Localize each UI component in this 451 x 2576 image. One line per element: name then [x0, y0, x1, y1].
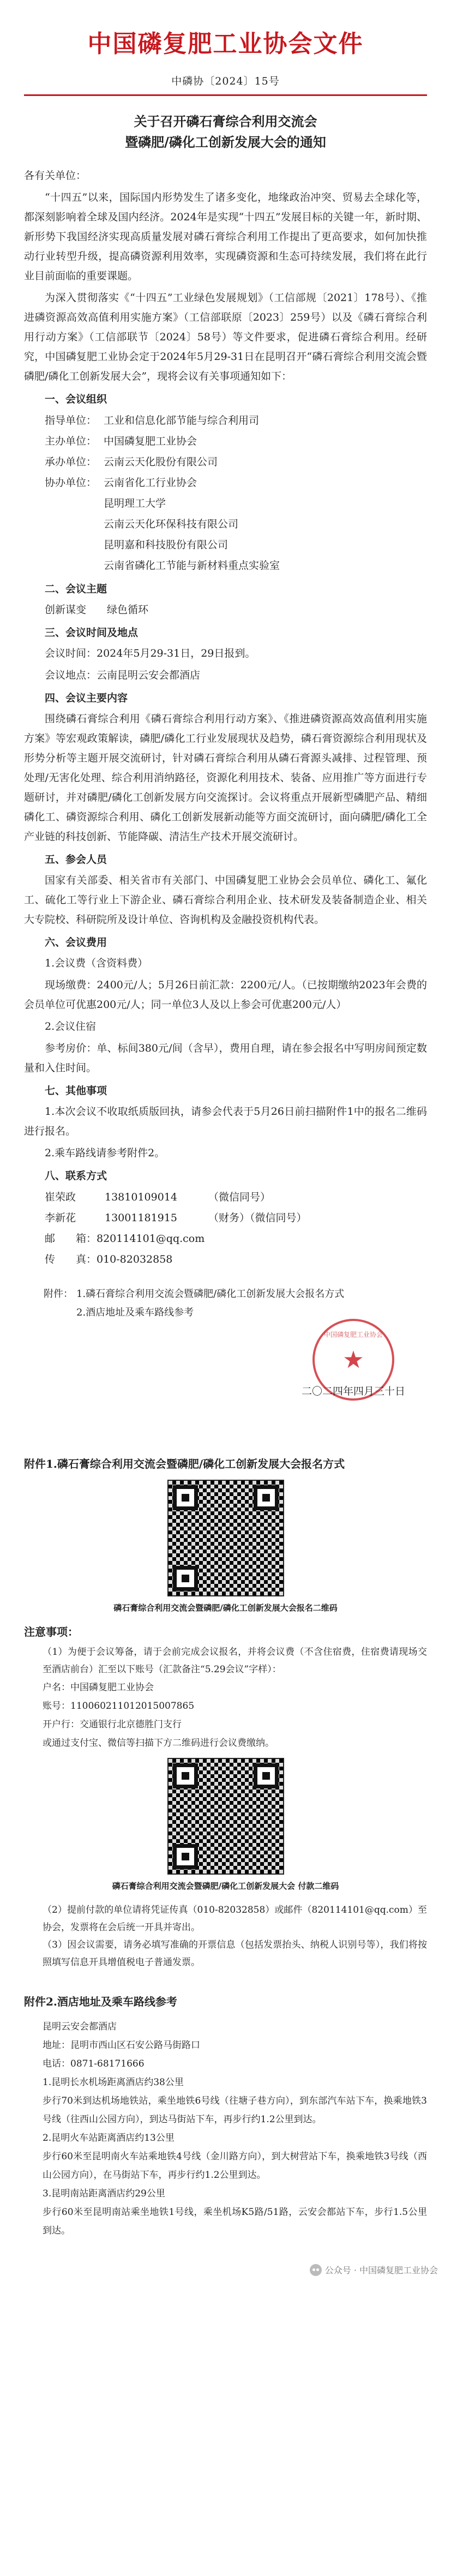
org-row-guide	[24, 410, 427, 431]
annex-1	[24, 1455, 427, 1971]
section-other-title: 七、其他事项	[45, 1085, 107, 1097]
org-value: 工业和信息化部节能与综合利用司	[104, 415, 260, 427]
fee-text: 现场缴费：2400元/人；5月26日前汇款：2200元/人。（已按期缴纳2023年会费的会员单位可优惠200元/人；同一单位3人及以上参会可优惠200元/人）	[24, 979, 427, 1011]
route-south-station-detail: 步行60米至昆明南站乘坐地铁1号线，乘坐机场K5路/51路，云安会都站下车，步行1.5公里到达。	[43, 2207, 427, 2236]
org-value: 中国磷复肥工业协会	[104, 435, 197, 447]
co-organizer-unit: 昆明嘉和科技股份有限公司	[104, 539, 228, 551]
contact-note: （财务）（微信同号）	[208, 1212, 307, 1224]
attachment-item[interactable]: 1.磷石膏综合利用交流会暨磷肥/磷化工创新发展大会报名方式	[76, 1288, 345, 1300]
contact-fax: 传 真：010-82032858	[45, 1253, 173, 1265]
section-organization-title: 一、会议组织	[45, 393, 107, 405]
red-divider	[24, 94, 427, 96]
note-receipt: （2）提前付款的单位请将凭证传真（010-82032858）或邮件（820114101@qq.com）至协会，发票将在会后统一开具并寄出。	[43, 1905, 427, 1933]
hotel-address: 地址：昆明市西山区石安公路马街路口	[43, 2040, 200, 2051]
notice-title	[24, 111, 427, 153]
section-theme-title: 二、会议主题	[45, 583, 107, 595]
co-organizer-unit: 云南云天化环保科技有限公司	[104, 518, 239, 530]
wechat-icon	[310, 2264, 322, 2276]
section-time-place-title: 三、会议时间及地点	[45, 627, 139, 639]
attachment-lead: 附件：	[44, 1288, 73, 1300]
contact-row	[24, 1208, 427, 1228]
contact-name: 崔荣政	[45, 1191, 76, 1203]
notice-body	[24, 166, 427, 1270]
org-value: 云南省化工行业协会	[104, 477, 197, 489]
annex-2	[24, 1993, 427, 2240]
org-row-host	[24, 431, 427, 452]
signature-area	[24, 1330, 427, 1412]
wechat-watermark	[310, 2263, 438, 2276]
notes-title: 注意事项：	[24, 1625, 79, 1638]
other-item-registration: 1.本次会议不收取纸质版回执，请参会代表于5月26日前扫描附件1中的报名二维码进行报名。	[24, 1106, 427, 1137]
bank-account-name: 户名：中国磷复肥工业协会	[43, 1682, 154, 1693]
org-key: 承办单位：	[45, 456, 97, 468]
document-number: 中磷协〔2024〕15号	[171, 75, 280, 87]
attachment-list	[24, 1285, 427, 1322]
registration-qr-caption: 磷石膏综合利用交流会暨磷肥/磷化工创新发展大会报名二维码	[113, 1603, 338, 1613]
route-railway: 2.昆明火车站距离酒店约13公里	[43, 2133, 175, 2143]
lodging-text: 参考房价：单、标间380元/间（含早），费用自理，请在参会报名中写明房间预定数量和入住时间。	[24, 1042, 427, 1074]
theme-label: 创新谋变	[45, 604, 87, 616]
org-value: 云南云天化股份有限公司	[104, 456, 218, 468]
attachment-item[interactable]: 2.酒店地址及乘车路线参考	[76, 1307, 194, 1318]
seal-star-icon: ★	[342, 1346, 364, 1374]
contact-email[interactable]: 邮 箱：820114101@qq.com	[45, 1233, 205, 1245]
fee-subtitle: 1.会议费（含资料费）	[45, 957, 148, 969]
route-railway-detail: 步行60米至昆明南火车站乘地铁4号线（金川路方向），到大树营站下车，换乘地铁3号线（西山公园方向），在马街站下车，再步行约1.2公里到达。	[43, 2151, 427, 2181]
payment-qr-code[interactable]	[167, 1758, 284, 1875]
co-organizer-unit: 云南省磷化工节能与新材料重点实验室	[104, 560, 280, 572]
theme-value: 绿色循环	[107, 604, 149, 616]
paragraph-attendees: 国家有关部委、相关省市有关部门、中国磷复肥工业协会会员单位、磷化工、氟化工、硫化工等行业上下游企业、磷石膏综合利用企业、技术研发及装备制造企业、相关大专院校、科研院所及设计单位、咨询机构及金融投资机构代表。	[24, 874, 427, 926]
attachment-row	[44, 1285, 427, 1304]
meeting-time: 会议时间：2024年5月29-31日，29日报到。	[45, 647, 256, 659]
co-organizer-unit: 昆明理工大学	[104, 497, 166, 509]
registration-qr-code[interactable]	[167, 1480, 284, 1596]
section-content-title: 四、会议主要内容	[45, 692, 128, 704]
bank-branch: 开户行：交通银行北京德胜门支行	[43, 1719, 182, 1730]
contact-row	[24, 1187, 427, 1208]
watermark-text: 公众号 · 中国磷复肥工业协会	[324, 2265, 438, 2275]
hotel-phone: 电话：0871-68171666	[43, 2058, 145, 2069]
org-row-organizer	[24, 452, 427, 472]
org-key: 主办单位：	[45, 435, 97, 447]
org-title: 中国磷复肥工业协会文件	[87, 30, 364, 58]
section-contact-title: 八、联系方式	[45, 1170, 107, 1182]
contact-note: （微信同号）	[208, 1191, 271, 1203]
bank-account-number: 账号：110060211012015007865	[43, 1701, 195, 1712]
org-key: 指导单位：	[45, 415, 97, 427]
attachment-row	[44, 1304, 427, 1322]
annex-1-title: 附件1.磷石膏综合利用交流会暨磷肥/磷化工创新发展大会报名方式	[24, 1457, 345, 1470]
meeting-place: 会议地点：云南昆明云安会都酒店	[45, 669, 201, 681]
contact-name: 李新花	[45, 1212, 76, 1224]
paragraph-policy: 为深入贯彻落实《“十四五”工业绿色发展规划》（工信部规〔2021〕178号）、《推进磷资源高效高值利用实施方案》（工信部联原〔2023〕259号）以及《磷石膏综合利用行动方案》（工信部联节〔2024〕58号）等文件要求，促进磷石膏综合利用。经研究，中国磷复肥工业协会定于2024年5月29-31日在昆明召开“磷石膏综合利用交流会暨磷肥/磷化工创新发展大会”，现将会议有关事项通知如下：	[24, 292, 427, 382]
org-row-co-organizer	[24, 472, 427, 493]
theme-text	[24, 600, 427, 620]
note-invoice: （3）因会议需要，请务必填写准确的开票信息（包括发票抬头、纳税人识别号等），我们将按照填写信息开具增值税电子普通发票。	[43, 1939, 427, 1968]
note-payment: （1）为便于会议筹备，请于会前完成会议报名，并将会议费（不含住宿费，住宿费请现场交至酒店前台）汇至以下账号（汇款备注“5.29会议”字样）：	[43, 1647, 427, 1675]
salutation: 各有关单位：	[24, 170, 87, 182]
seal-text: 中国磷复肥工业协会	[323, 1331, 383, 1338]
payment-alternative: 或通过支付宝、微信等扫描下方二维码进行会议费缴纳。	[43, 1738, 274, 1749]
route-airport-detail: 步行70米到达机场地铁站，乘坐地铁6号线（往塘子巷方向），到东部汽车站下车，换乘地铁3号线（往西山公园方向），到达马街站下车，再步行约1.2公里到达。	[43, 2095, 427, 2125]
annex-2-title: 附件2.酒店地址及乘车路线参考	[24, 1995, 177, 2008]
lodging-subtitle: 2.会议住宿	[45, 1020, 97, 1032]
hotel-name: 昆明云安会都酒店	[43, 2021, 117, 2032]
other-item-route: 2.乘车路线请参考附件2。	[45, 1147, 165, 1159]
route-airport: 1.昆明长水机场距离酒店约38公里	[43, 2077, 184, 2088]
org-key: 协办单位：	[45, 477, 97, 489]
section-attendees-title: 五、参会人员	[45, 854, 107, 866]
contact-phone[interactable]: 13810109014	[105, 1191, 177, 1203]
payment-qr-caption: 磷石膏综合利用交流会暨磷肥/磷化工创新发展大会 付款二维码	[112, 1881, 339, 1891]
sign-date: 二〇二四年四月三十日	[301, 1385, 405, 1397]
notice-title-line1: 关于召开磷石膏综合利用交流会	[134, 113, 317, 129]
paragraph-content: 围绕磷石膏综合利用《磷石膏综合利用行动方案》、《推进磷资源高效高值利用实施方案》等宏观政策解读，磷肥/磷化工行业发展现状及趋势，磷石膏资源综合利用现状及形势分析等主题开展交流研讨，针对磷石膏综合利用从磷石膏源头减排、过程管理、预处理/无害化处理、综合利用消纳路径，资源化利用技术、装备、应用推广等方面进行专题研讨，并对磷肥/磷化工创新发展方向交流探讨。会议将重点开展新型磷肥产品、精细磷化工、磷资源综合利用、磷化工创新发展新动能等方面交流研讨，面向磷肥/磷化工全产业链的科技创新、节能降碳、清洁生产技术开展交流研讨。	[24, 713, 427, 843]
route-south-station: 3.昆明南站距离酒店约29公里	[43, 2188, 165, 2199]
paragraph-intro: “十四五”以来，国际国内形势发生了诸多变化，地缘政治冲突、贸易去全球化等，都深刻影响着全球及国内经济。2024年是实现“十四五”发展目标的关键一年，新时期、新形势下我国经济实现高质量发展对磷石膏综合利用工作提出了更高要求，如何加快推动行业转型升级，提高磷资源利用效率，实现磷资源和生态可持续发展，我们将在此行业目前面临的重要课题。	[24, 191, 427, 282]
section-fees-title: 六、会议费用	[45, 936, 107, 948]
notice-title-line2: 暨磷肥/磷化工创新发展大会的通知	[125, 134, 326, 150]
contact-phone[interactable]: 13001181915	[105, 1212, 177, 1224]
